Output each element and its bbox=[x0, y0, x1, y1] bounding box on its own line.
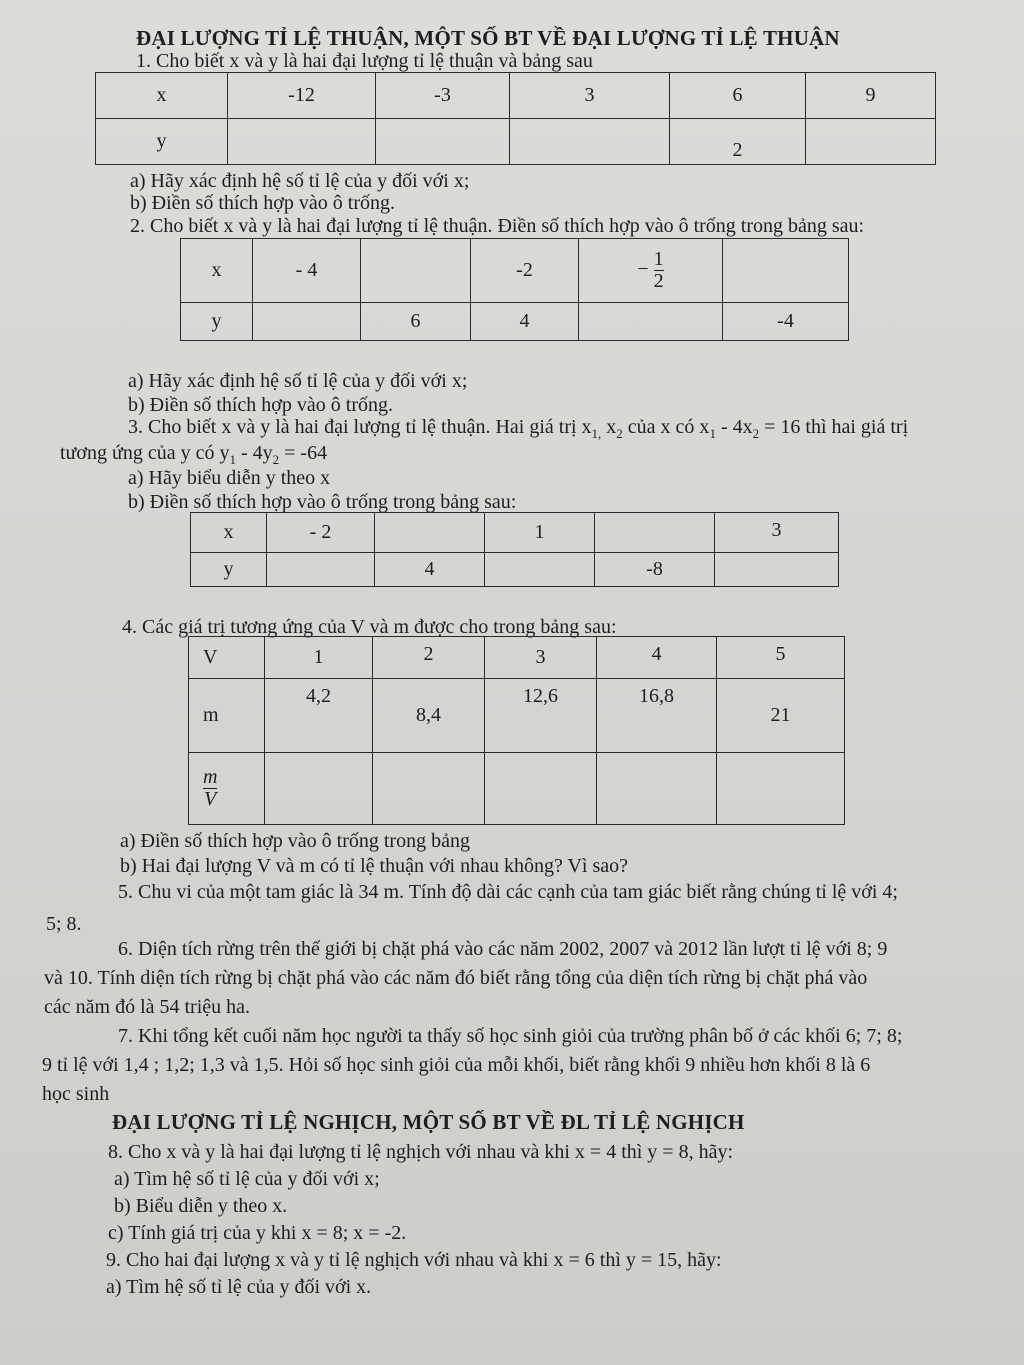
p5-line2: 5; 8. bbox=[46, 913, 82, 935]
p3-cell-y5 bbox=[715, 553, 839, 587]
p3-l1-sub2: 2 bbox=[616, 426, 623, 441]
p4-cell-r3 bbox=[485, 753, 597, 825]
p4-b: b) Hai đại lượng V và m có tỉ lệ thuận với nhau không? Vì sao? bbox=[120, 855, 629, 877]
p4-cell-r2 bbox=[373, 753, 485, 825]
p3-cell-x4 bbox=[595, 513, 715, 553]
p3-l2a: tương ứng của y có y bbox=[60, 442, 230, 464]
p2-cell-x1: - 4 bbox=[253, 239, 361, 303]
p4-cell-m2: 8,4 bbox=[373, 679, 485, 753]
p3-cell-x0: x bbox=[191, 513, 267, 553]
p9-a: a) Tìm hệ số tỉ lệ của y đối với x. bbox=[106, 1276, 372, 1298]
p8-intro: 8. Cho x và y là hai đại lượng tỉ lệ nghịch với nhau và khi x = 4 thì y = 8, hãy: bbox=[108, 1141, 734, 1163]
p1-cell-x2: -3 bbox=[376, 73, 510, 119]
p3-cell-y3 bbox=[485, 553, 595, 587]
p3-cell-y1 bbox=[267, 553, 375, 587]
p3-l1a: 3. Cho biết x và y là hai đại lượng tỉ lệ thuận. Hai giá trị x bbox=[128, 416, 592, 438]
p2-cell-y5: -4 bbox=[723, 303, 849, 341]
p1-cell-y0: y bbox=[96, 119, 228, 165]
p1-cell-x0: x bbox=[96, 73, 228, 119]
p4-frac-num: m bbox=[203, 766, 218, 788]
p3-table bbox=[190, 512, 839, 587]
p2-cell-y0: y bbox=[181, 303, 253, 341]
p5-line1: 5. Chu vi của một tam giác là 34 m. Tính độ dài các cạnh của tam giác biết rằng chúng tỉ lệ với 4; bbox=[118, 881, 898, 903]
p3-b: b) Điền số thích hợp vào ô trống trong bảng sau: bbox=[128, 491, 517, 513]
p1-cell-x4: 6 bbox=[670, 73, 806, 119]
p3-l2-sub2: 2 bbox=[272, 452, 280, 467]
p4-cell-m3: 12,6 bbox=[485, 679, 597, 753]
p8-b: b) Biểu diễn y theo x. bbox=[114, 1195, 288, 1217]
p1-a: a) Hãy xác định hệ số tỉ lệ của y đối với x; bbox=[130, 170, 470, 192]
p6-line3: các năm đó là 54 triệu ha. bbox=[44, 996, 251, 1018]
p4-cell-m0: m bbox=[189, 679, 265, 753]
p4-intro: 4. Các giá trị tương ứng của V và m được cho trong bảng sau: bbox=[122, 616, 617, 638]
p2-cell-x5 bbox=[723, 239, 849, 303]
p2-cell-x3: -2 bbox=[471, 239, 579, 303]
p2-frac-num: 1 bbox=[653, 248, 664, 270]
p1-table bbox=[95, 72, 936, 165]
p2-a: a) Hãy xác định hệ số tỉ lệ của y đối với x; bbox=[128, 370, 468, 392]
p4-cell-r5 bbox=[717, 753, 845, 825]
p8-c: c) Tính giá trị của y khi x = 8; x = -2. bbox=[108, 1222, 407, 1244]
p3-l1b: x bbox=[601, 416, 617, 438]
p3-a: a) Hãy biểu diễn y theo x bbox=[128, 467, 331, 489]
section1-title: ĐẠI LƯỢNG TỈ LỆ THUẬN, MỘT SỐ BT VỀ ĐẠI LƯỢNG TỈ LỆ THUẬN bbox=[136, 26, 840, 50]
p4-cell-ratio-header bbox=[189, 753, 265, 825]
p3-l1d: - 4x bbox=[715, 416, 753, 438]
p3-l1-sub1: 1, bbox=[591, 426, 602, 441]
p1-cell-y1 bbox=[228, 119, 376, 165]
p4-cell-v2: 2 bbox=[373, 637, 485, 679]
p4-cell-v1: 1 bbox=[265, 637, 373, 679]
p1-cell-x3: 3 bbox=[510, 73, 670, 119]
p2-frac-den: 2 bbox=[653, 270, 664, 292]
p3-cell-x5: 3 bbox=[715, 513, 839, 553]
p2-cell-y4 bbox=[579, 303, 723, 341]
p8-a: a) Tìm hệ số tỉ lệ của y đối với x; bbox=[114, 1168, 380, 1190]
p3-line2 bbox=[60, 442, 327, 468]
p3-cell-x2 bbox=[375, 513, 485, 553]
p3-l1-sub4: 2 bbox=[752, 426, 760, 441]
p1-cell-y4: 2 bbox=[670, 119, 806, 165]
p7-line1: 7. Khi tổng kết cuối năm học người ta thấy số học sinh giỏi của trường phân bố ở các khối 6; 7; 8; bbox=[118, 1025, 903, 1047]
p3-l1e: = 16 thì hai giá trị bbox=[759, 416, 909, 438]
p2-cell-y2: 6 bbox=[361, 303, 471, 341]
p9-intro: 9. Cho hai đại lượng x và y tỉ lệ nghịch với nhau và khi x = 6 thì y = 15, hãy: bbox=[106, 1249, 722, 1271]
p3-cell-y4: -8 bbox=[595, 553, 715, 587]
p3-l2-sub1: 1 bbox=[229, 452, 236, 467]
p2-cell-y1 bbox=[253, 303, 361, 341]
p4-cell-v4: 4 bbox=[597, 637, 717, 679]
p4-cell-v0: V bbox=[189, 637, 265, 679]
p4-cell-v3: 3 bbox=[485, 637, 597, 679]
p4-frac-den: V bbox=[204, 788, 217, 810]
p3-l2c: = -64 bbox=[279, 442, 328, 464]
p7-line2: 9 tỉ lệ với 1,4 ; 1,2; 1,3 và 1,5. Hỏi số học sinh giỏi của mỗi khối, biết rằng khối 9 nhiều hơn khối 8 là 6 bbox=[42, 1054, 871, 1076]
p1-cell-x5: 9 bbox=[806, 73, 936, 119]
p2-cell-x2 bbox=[361, 239, 471, 303]
p1-cell-x1: -12 bbox=[228, 73, 376, 119]
p4-a: a) Điền số thích hợp vào ô trống trong bảng bbox=[120, 830, 470, 852]
p2-frac-sign: − bbox=[637, 258, 649, 281]
p3-cell-y2: 4 bbox=[375, 553, 485, 587]
p3-l2b: - 4y bbox=[235, 442, 273, 464]
p6-line2: và 10. Tính diện tích rừng bị chặt phá vào các năm đó biết rằng tổng của diện tích rừng bị chặt phá vào bbox=[44, 967, 868, 989]
p1-intro: 1. Cho biết x và y là hai đại lượng tỉ lệ thuận và bảng sau bbox=[136, 50, 593, 72]
p2-table bbox=[180, 238, 849, 341]
p4-cell-m5: 21 bbox=[717, 679, 845, 753]
p1-cell-y5 bbox=[806, 119, 936, 165]
p1-b: b) Điền số thích hợp vào ô trống. bbox=[130, 192, 395, 214]
p3-cell-x3: 1 bbox=[485, 513, 595, 553]
p4-cell-r1 bbox=[265, 753, 373, 825]
p4-table bbox=[188, 636, 845, 825]
p3-l1c: của x có x bbox=[622, 416, 710, 438]
p2-intro: 2. Cho biết x và y là hai đại lượng tỉ lệ thuận. Điền số thích hợp vào ô trống trong bảng sau: bbox=[130, 215, 865, 237]
p3-cell-y0: y bbox=[191, 553, 267, 587]
section2-title: ĐẠI LƯỢNG TỈ LỆ NGHỊCH, MỘT SỐ BT VỀ ĐL TỈ LỆ NGHỊCH bbox=[112, 1110, 745, 1134]
p4-fraction-m-over-v bbox=[203, 767, 217, 810]
p2-cell-x4-fraction bbox=[579, 239, 723, 303]
p4-cell-m1: 4,2 bbox=[265, 679, 373, 753]
p6-line1: 6. Diện tích rừng trên thế giới bị chặt phá vào các năm 2002, 2007 và 2012 lần lượt tỉ lệ với 8; 9 bbox=[118, 938, 888, 960]
p2-cell-y3: 4 bbox=[471, 303, 579, 341]
p3-l1-sub3: 1 bbox=[709, 426, 716, 441]
p2-cell-x0: x bbox=[181, 239, 253, 303]
p3-line1 bbox=[128, 416, 908, 442]
p3-cell-x1: - 2 bbox=[267, 513, 375, 553]
p4-cell-m4: 16,8 bbox=[597, 679, 717, 753]
p1-cell-y3 bbox=[510, 119, 670, 165]
p4-cell-r4 bbox=[597, 753, 717, 825]
p1-cell-y2 bbox=[376, 119, 510, 165]
p7-line3: học sinh bbox=[42, 1083, 110, 1105]
p2-fraction bbox=[654, 249, 664, 292]
p2-b: b) Điền số thích hợp vào ô trống. bbox=[128, 394, 393, 416]
p4-cell-v5: 5 bbox=[717, 637, 845, 679]
